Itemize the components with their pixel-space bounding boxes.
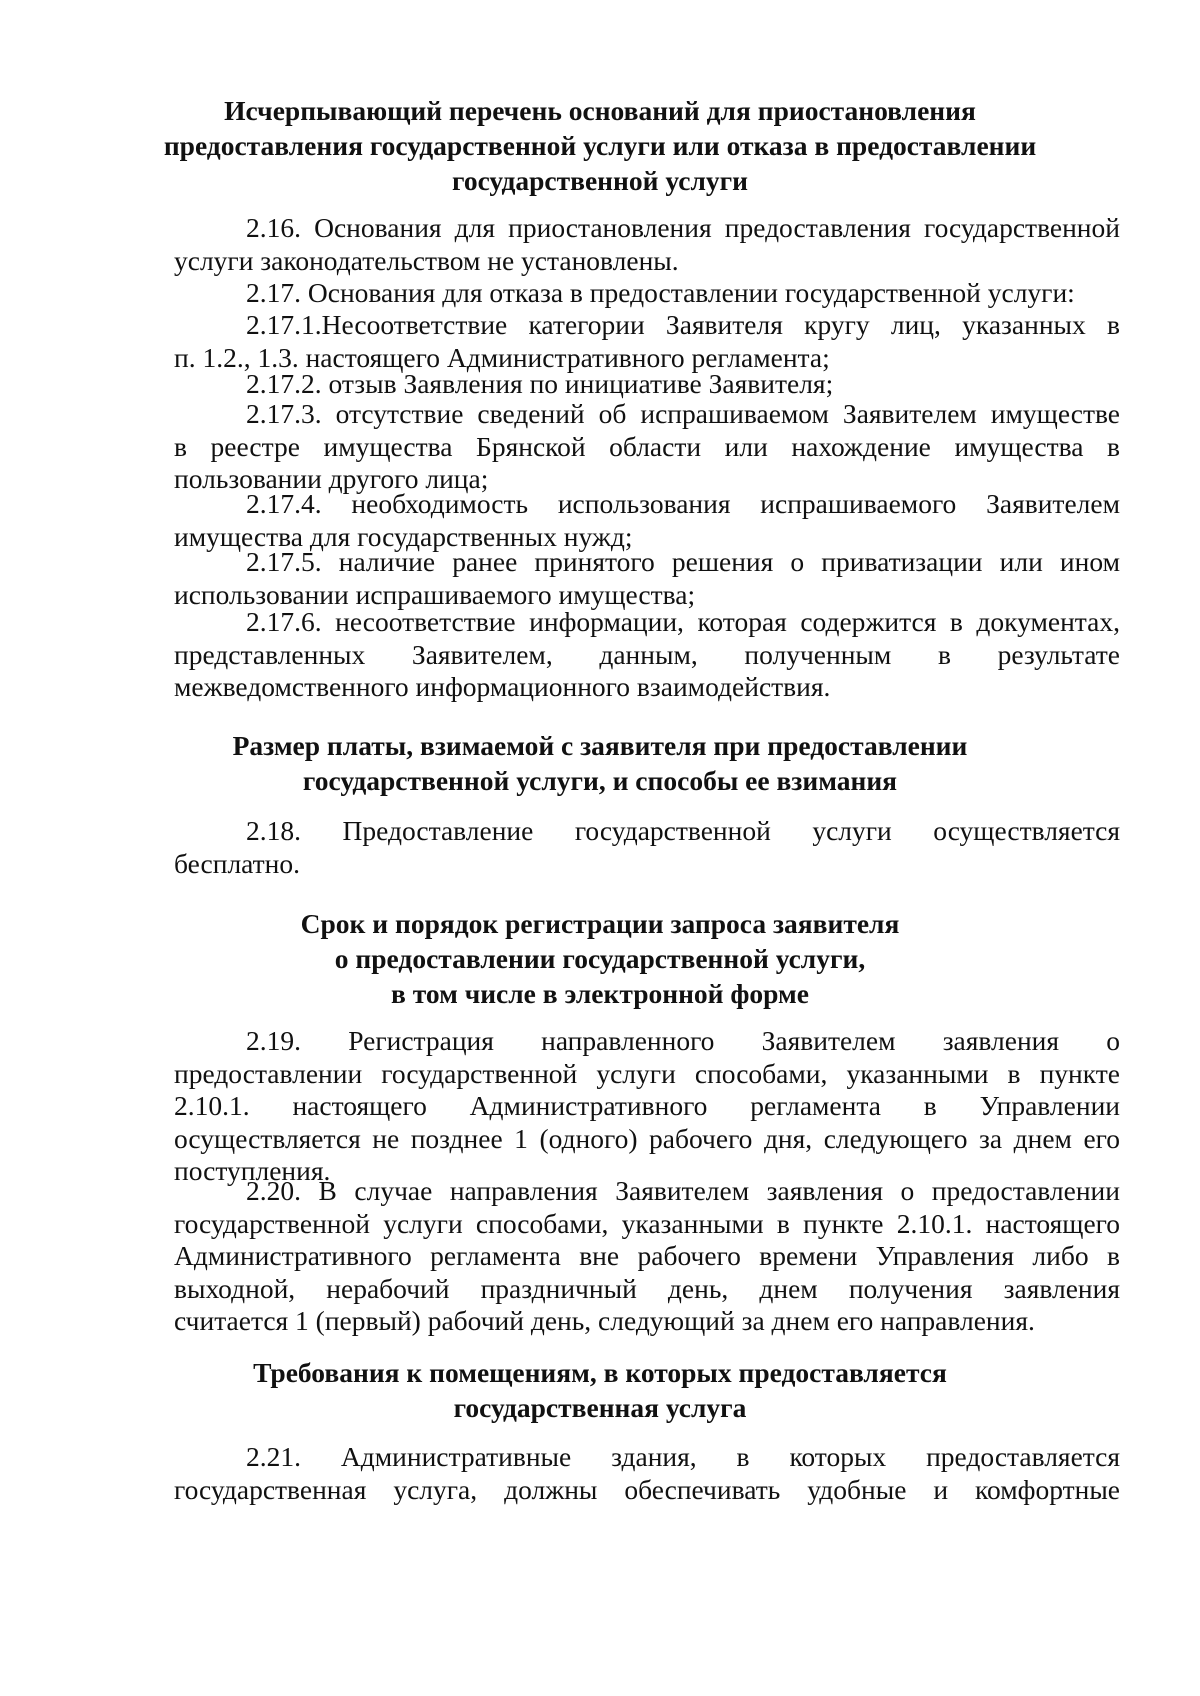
text-line: в реестре имущества Брянской области или нахождение имущества в [174,430,1120,462]
text-line: 2.19. Регистрация направленного Заявителем заявления о [246,1025,1120,1056]
section-heading [160,728,1040,798]
text-line: пользовании другого лица; [174,463,489,494]
text-line: 2.17.4. необходимость использования испрашиваемого Заявителем [246,488,1120,519]
paragraph-2-17-2 [174,368,1120,401]
text-line: 2.21. Административные здания, в которых предоставляется [246,1441,1120,1472]
section-heading [160,1355,1040,1425]
text-line: Административного регламента вне рабочего времени Управления либо в [174,1240,1120,1271]
paragraph-2-17-6 [174,606,1120,704]
paragraph-2-19 [174,1025,1120,1188]
paragraph-2-17-5 [174,546,1120,611]
text-line: 2.10.1. настоящего Административного регламента в Управлении [174,1090,1120,1121]
heading-line: государственная услуга [453,1392,747,1423]
text-line: 2.20. В случае направления Заявителем заявления о предоставлении [246,1175,1120,1206]
heading-line: государственной услуги [452,165,748,196]
text-line: межведомственного информационного взаимодействия. [174,671,831,702]
heading-line: Исчерпывающий перечень оснований для приостановления [224,95,976,126]
heading-line: о предоставлении государственной услуги, [334,943,866,974]
paragraph-2-21 [174,1441,1120,1506]
text-line: предоставлении государственной услуги способами, указанными в пункте [174,1057,1120,1089]
paragraph-2-16 [174,212,1120,277]
text-line: государственной услуги способами, указанными в пункте 2.10.1. настоящего [174,1207,1120,1239]
paragraph-2-17-3 [174,398,1120,496]
heading-line: Срок и порядок регистрации запроса заявителя [300,908,900,939]
text-line: 2.17.6. несоответствие информации, которая содержится в документах, [246,606,1120,637]
text-line: считается 1 (первый) рабочий день, следующий за днем его направления. [174,1305,1035,1336]
text-line: 2.17.1.Несоответствие категории Заявителя кругу лиц, указанных в [246,309,1120,340]
paragraph-2-17 [174,277,1120,310]
section-heading [160,906,1040,1011]
text-line: выходной, нерабочий праздничный день, днем получения заявления [174,1272,1120,1304]
text-line: 2.17.3. отсутствие сведений об испрашиваемом Заявителем имуществе [246,398,1120,429]
text-line: осуществляется не позднее 1 (одного) рабочего дня, следующего за днем его [174,1122,1120,1154]
text-line: 2.17. Основания для отказа в предоставлении государственной услуги: [246,277,1075,308]
paragraph-2-17-4 [174,488,1120,553]
heading-line: государственной услуги, и способы ее взимания [302,765,898,796]
text-line: бесплатно. [174,847,301,879]
text-line: государственная услуга, должны обеспечивать удобные и комфортные [174,1473,1120,1505]
text-line: представленных Заявителем, данным, полученным в результате [174,638,1120,670]
text-line: поступления. [174,1155,331,1186]
section-heading [160,93,1040,198]
text-line: использовании испрашиваемого имущества; [174,578,696,610]
heading-line: предоставления государственной услуги или отказа в предоставлении [163,130,1037,161]
text-line: 2.17.5. наличие ранее принятого решения о приватизации или ином [246,546,1120,577]
text-line: п. 1.2., 1.3. настоящего Административного регламента; [174,341,830,373]
text-line: 2.16. Основания для приостановления предоставления государственной [246,212,1120,243]
text-line: 2.18. Предоставление государственной услуги осуществляется [246,815,1120,846]
paragraph-2-17-1 [174,309,1120,374]
paragraph-2-18 [174,815,1120,880]
text-line: имущества для государственных нужд; [174,520,633,552]
heading-line: в том числе в электронной форме [390,978,809,1009]
text-line: 2.17.2. отзыв Заявления по инициативе Заявителя; [246,368,834,399]
heading-line: Размер платы, взимаемой с заявителя при предоставлении [232,730,968,761]
paragraph-2-20 [174,1175,1120,1338]
text-line: услуги законодательством не установлены. [174,244,679,276]
heading-line: Требования к помещениям, в которых предоставляется [253,1357,947,1388]
